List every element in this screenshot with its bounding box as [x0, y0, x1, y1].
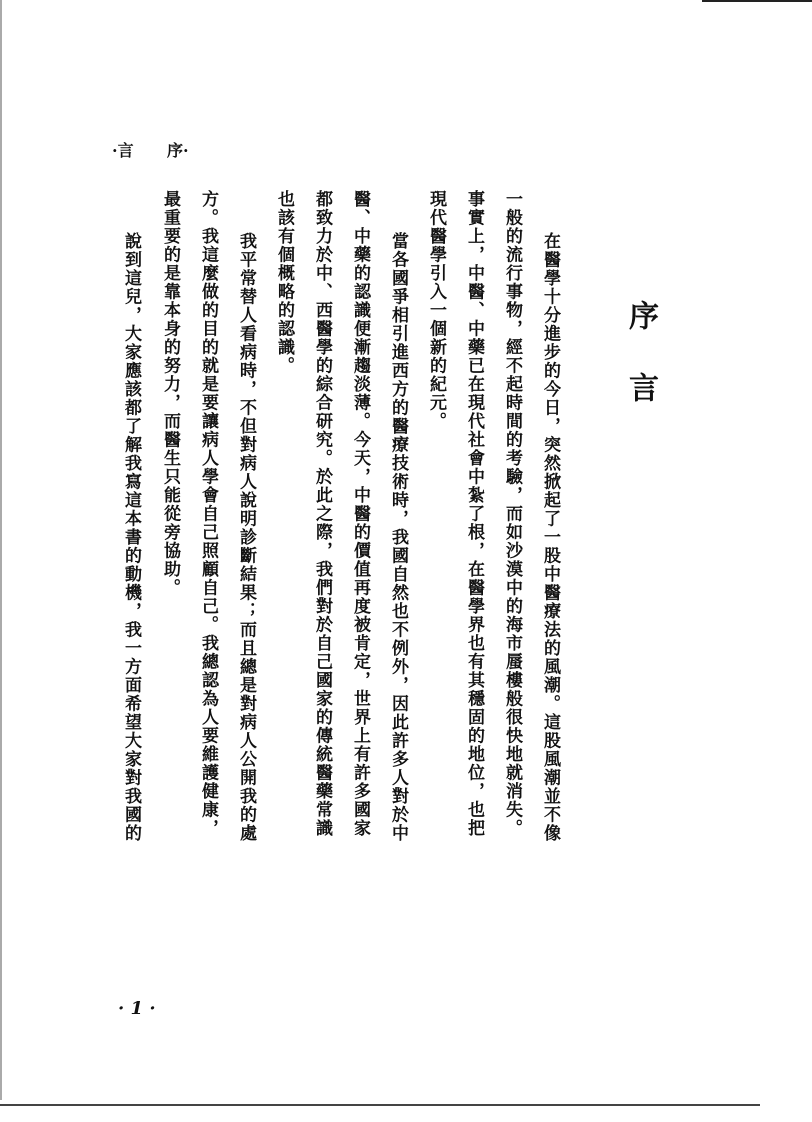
- scan-edge-bottom: [0, 1104, 760, 1106]
- text-column: 都致力於中、西醫學的綜合研究。於此之際，我們對於自己國家的傳統醫藥常識: [312, 190, 332, 838]
- scan-edge-top: [702, 0, 812, 2]
- text-column: 當各國爭相引進西方的醫療技術時，我國自然也不例外，因此許多人對於中: [388, 232, 408, 843]
- text-column: 說到這兒，大家應該都了解我寫這本書的動機，我一方面希望大家對我國的: [121, 232, 141, 843]
- running-header-right: 序·: [167, 141, 189, 160]
- scan-edge-left: [0, 0, 2, 1100]
- text-column: 最重要的是靠本身的努力，而醫生只能從旁協助。: [160, 190, 180, 597]
- text-column: 我平常替人看病時，不但對病人說明診斷結果；而且總是對病人公開我的處: [236, 232, 256, 843]
- running-header-left: ·言: [112, 141, 134, 160]
- text-column: 現代醫學引入一個新的紀元。: [426, 190, 446, 431]
- text-column: 也該有個概略的認識。: [274, 190, 294, 375]
- page-number: · 1 ·: [118, 998, 156, 1019]
- text-column: 在醫學十分進步的今日，突然掀起了一股中醫療法的風潮。這股風潮並不像: [540, 232, 560, 843]
- text-column: 事實上，中醫、中藥已在現代社會中紮了根，在醫學界也有其穩固的地位，也把: [464, 190, 484, 838]
- page-title: 序言: [623, 300, 658, 444]
- text-column: 方。我這麼做的目的就是要讓病人學會自己照顧自己。我總認為人要維護健康，: [198, 190, 218, 838]
- running-header: [112, 138, 189, 161]
- text-column: 醫、中藥的認識便漸趨淡薄。今天，中醫的價值再度被肯定，世界上有許多國家: [350, 190, 370, 838]
- text-column: 一般的流行事物，經不起時間的考驗，而如沙漠中的海市蜃樓般很快地就消失。: [502, 190, 522, 838]
